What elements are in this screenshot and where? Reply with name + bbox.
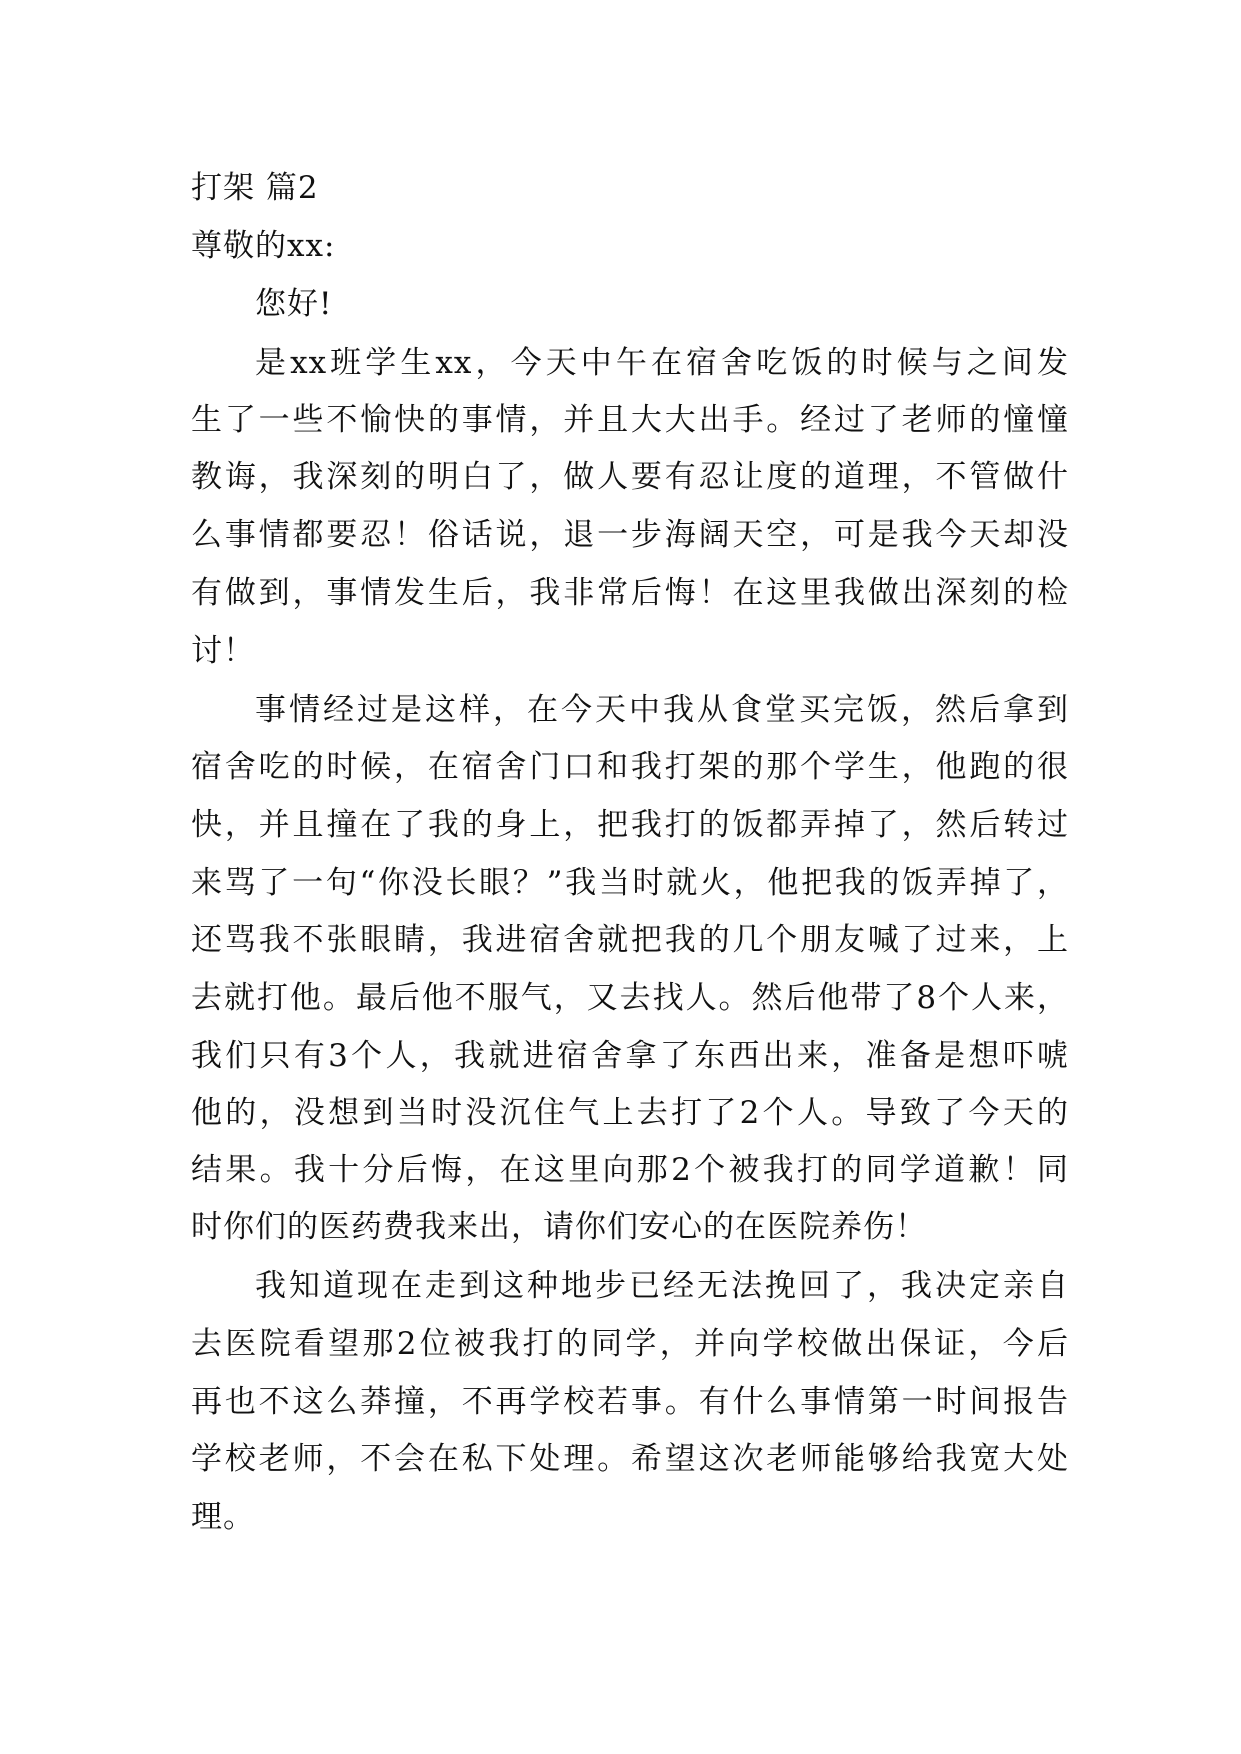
body-line: 是xx班学生xx，今天中午在宿舍吃饭的时候与之间发 [255,345,1069,381]
body-line: 去医院看望那2位被我打的同学，并向学校做出保证，今后 [191,1326,1069,1362]
body-line: 去就打他。最后他不服气，又去找人。然后他带了8个人来， [191,980,1069,1016]
body-line: 我知道现在走到这种地步已经无法挽回了，我决定亲自 [255,1268,1069,1304]
body-line: 结果。我十分后悔，在这里向那2个被我打的同学道歉！同 [191,1152,1069,1188]
body-line: 事情经过是这样，在今天中我从食堂买完饭，然后拿到 [255,692,1069,728]
body-line: 理。 [191,1499,255,1535]
body-line: 来骂了一句“你没长眼？”我当时就火，他把我的饭弄掉了， [191,865,1069,901]
salutation: 尊敬的xx: [191,228,336,264]
body-line: 再也不这么莽撞，不再学校若事。有什么事情第一时间报告 [191,1384,1069,1420]
body-line: 讨！ [191,633,255,669]
document-heading: 打架 篇2 [191,170,319,206]
body-line: 有做到，事情发生后，我非常后悔！在这里我做出深刻的检 [191,575,1069,611]
body-line: 生了一些不愉快的事情，并且大大出手。经过了老师的憧憧 [191,402,1069,438]
body-line: 他的，没想到当时没沉住气上去打了2个人。导致了今天的 [191,1095,1069,1131]
body-line: 宿舍吃的时候，在宿舍门口和我打架的那个学生，他跑的很 [191,749,1069,785]
body-line: 还骂我不张眼睛，我进宿舍就把我的几个朋友喊了过来，上 [191,922,1069,958]
body-line: 时你们的医药费我来出，请你们安心的在医院养伤！ [191,1209,927,1245]
body-line: 教诲，我深刻的明白了，做人要有忍让度的道理，不管做什 [191,459,1069,495]
body-line: 快，并且撞在了我的身上，把我打的饭都弄掉了，然后转过 [191,807,1069,843]
body-line: 么事情都要忍！俗话说，退一步海阔天空，可是我今天却没 [191,517,1069,553]
body-line: 我们只有3个人，我就进宿舍拿了东西出来，准备是想吓唬 [191,1038,1069,1074]
body-line: 学校老师，不会在私下处理。希望这次老师能够给我宽大处 [191,1441,1069,1477]
greeting: 您好! [255,286,333,322]
